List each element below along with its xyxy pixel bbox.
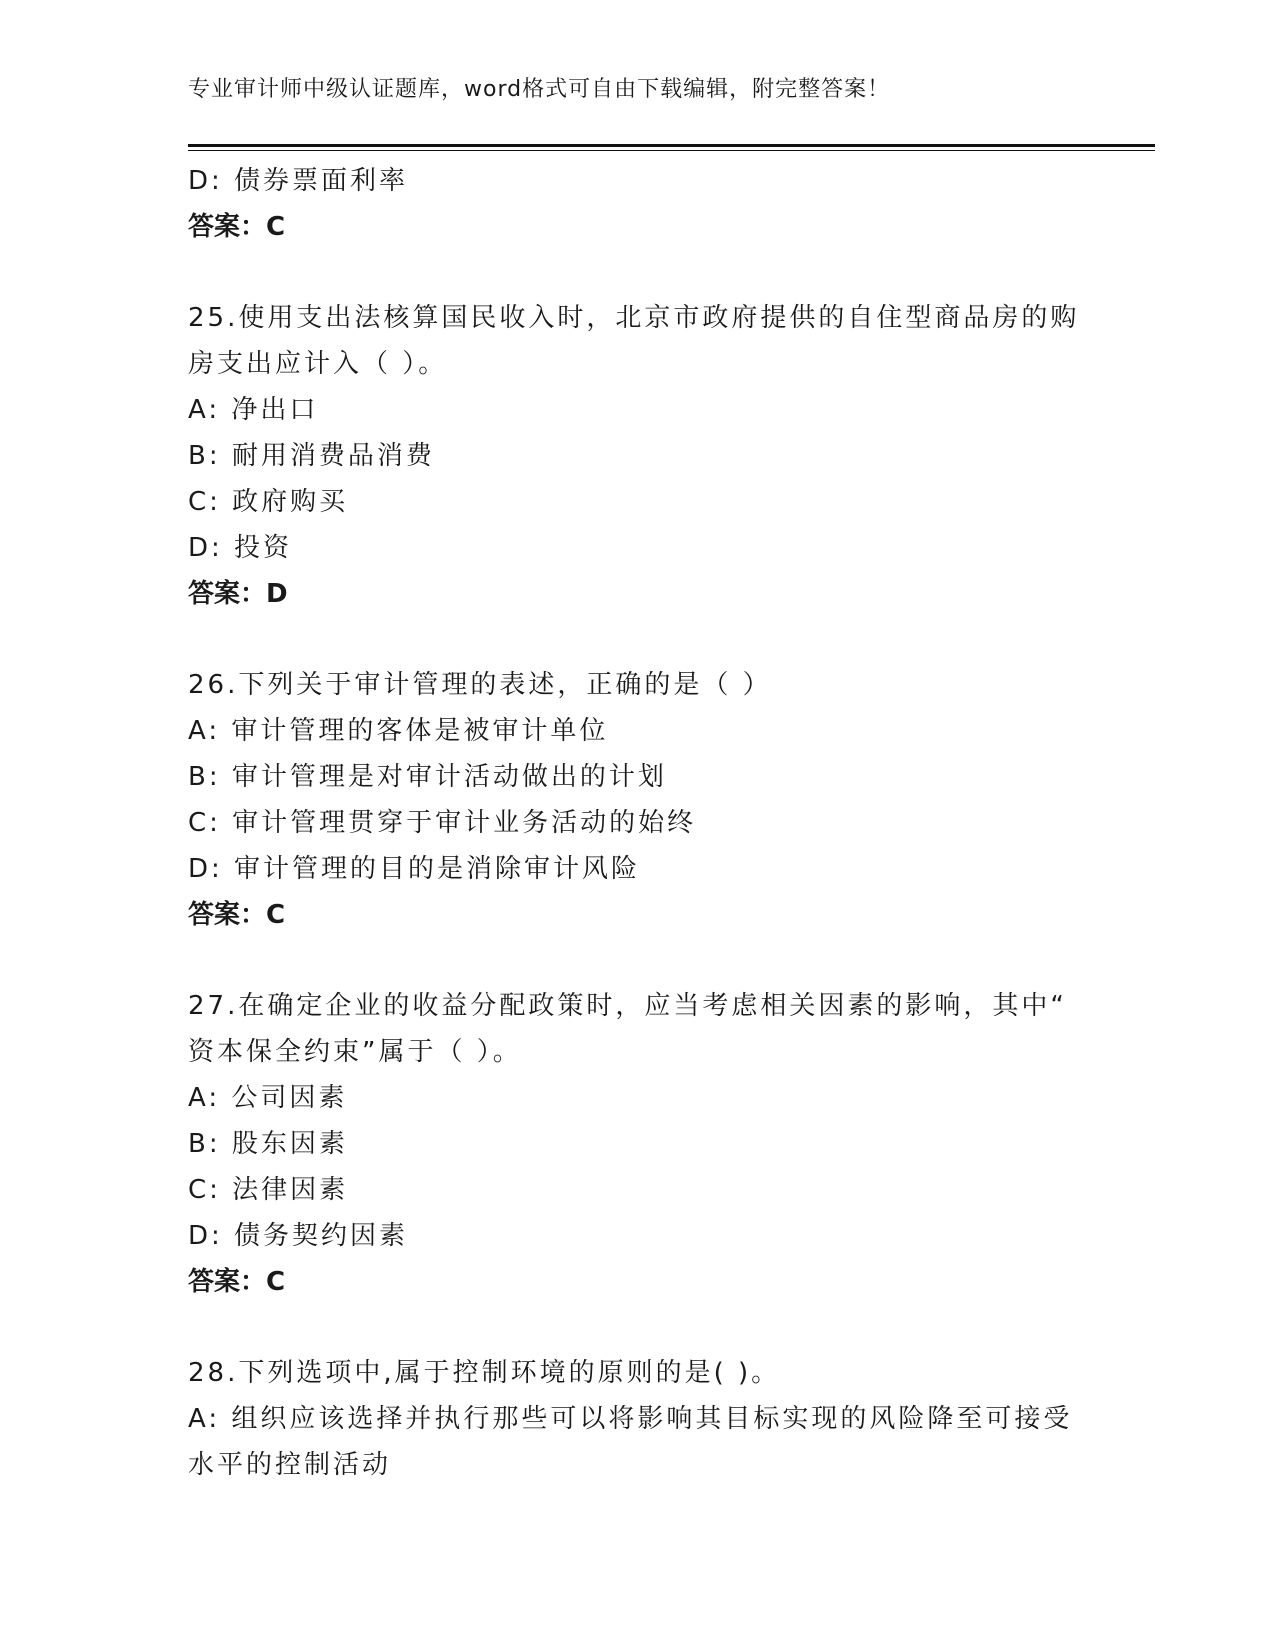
question-list bbox=[188, 158, 1088, 1488]
option-line: B: 耐用消费品消费 bbox=[188, 441, 435, 471]
spacer bbox=[188, 617, 1088, 662]
question-stem: 26.下列关于审计管理的表述，正确的是（ ） bbox=[188, 670, 772, 700]
option-line: 水平的控制活动 bbox=[188, 1450, 392, 1480]
answer-line: 答案：C bbox=[188, 900, 286, 930]
option-line: A: 公司因素 bbox=[188, 1083, 348, 1113]
option-line: C: 法律因素 bbox=[188, 1175, 349, 1205]
header-divider-thick bbox=[188, 144, 1155, 147]
answer-line: 答案：C bbox=[188, 212, 286, 242]
option-line: C: 政府购买 bbox=[188, 487, 349, 517]
question-stem: 28.下列选项中,属于控制环境的原则的是( )。 bbox=[188, 1358, 781, 1388]
answer-line: 答案：C bbox=[188, 1267, 286, 1297]
option-line: C: 审计管理贯穿于审计业务活动的始终 bbox=[188, 808, 697, 838]
option-line: B: 审计管理是对审计活动做出的计划 bbox=[188, 762, 667, 792]
question-stem: 27.在确定企业的收益分配政策时，应当考虑相关因素的影响，其中“ bbox=[188, 991, 1067, 1021]
option-line: A: 审计管理的客体是被审计单位 bbox=[188, 716, 609, 746]
option-line: D: 审计管理的目的是消除审计风险 bbox=[188, 854, 641, 884]
option-line: A: 净出口 bbox=[188, 395, 319, 425]
question-stem: 房支出应计入（ ）。 bbox=[188, 349, 448, 379]
option-line: B: 股东因素 bbox=[188, 1129, 348, 1159]
answer-line: 答案：D bbox=[188, 579, 288, 609]
question-stem: 资本保全约束”属于（ ）。 bbox=[188, 1037, 522, 1067]
spacer bbox=[188, 250, 1088, 295]
question-stem: 25.使用支出法核算国民收入时，北京市政府提供的自住型商品房的购 bbox=[188, 303, 1080, 333]
option-line: D: 投资 bbox=[188, 533, 293, 563]
header-divider-thin bbox=[188, 150, 1155, 151]
question-block bbox=[188, 983, 1088, 1305]
option-line: D: 债券票面利率 bbox=[188, 166, 409, 196]
question-block bbox=[188, 295, 1088, 617]
question-block bbox=[188, 662, 1088, 938]
spacer bbox=[188, 938, 1088, 983]
spacer bbox=[188, 1305, 1088, 1350]
option-line: D: 债务契约因素 bbox=[188, 1221, 409, 1251]
option-line: A: 组织应该选择并执行那些可以将影响其目标实现的风险降至可接受 bbox=[188, 1404, 1073, 1434]
page-header: 专业审计师中级认证题库，word格式可自由下载编辑，附完整答案！ bbox=[188, 77, 891, 102]
question-block bbox=[188, 1350, 1088, 1488]
